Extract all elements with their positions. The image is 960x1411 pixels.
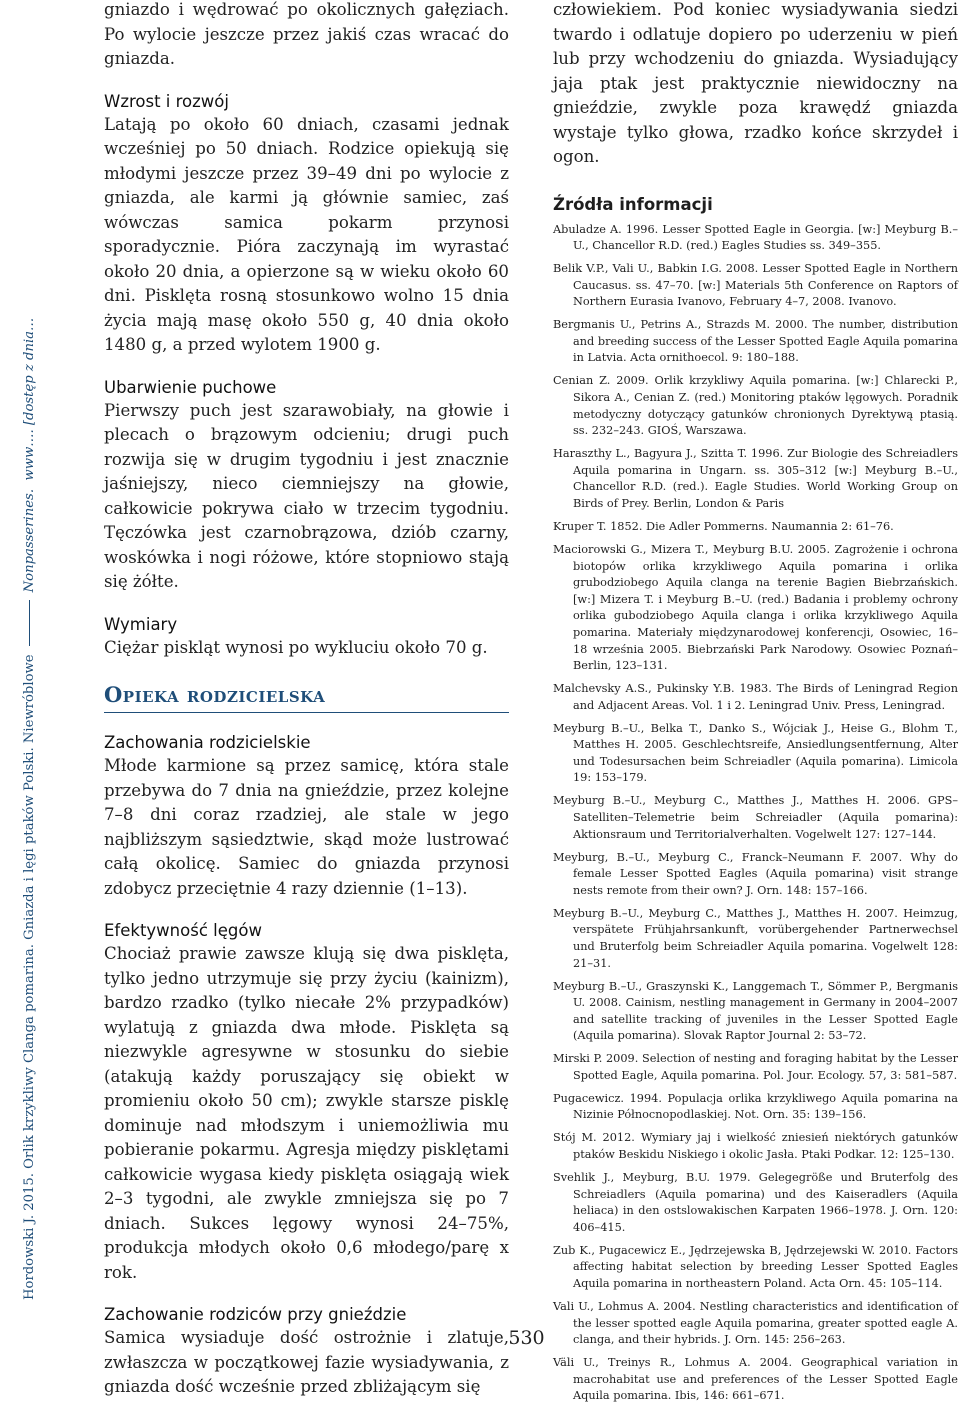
- reference-item: Stój M. 2012. Wymiary jaj i wielkość zniesień niektórych gatunków ptaków Beskidu Niskiego i okolic Jasła. Ptaki Podkar. 12: 125–130.: [553, 1131, 958, 1162]
- sources-heading: Źródła informacji: [553, 194, 713, 214]
- nest-behaviour-paragraph: Samica wysiaduje dość ostrożnie i zlatuje, zwłaszcza w początkowej fazie wysiadywania, z gniazda dość wcześnie przed zbliżającym się: [104, 1328, 509, 1396]
- reference-item: Väli U., Treinys R., Lohmus A. 2004. Geographical variation in macrohabitat use and preferences of the Lesser Spotted Eagle Aquila pomarina. Ibis, 146: 661–671.: [553, 1356, 958, 1403]
- parental-heading: Zachowania rodzicielskie: [104, 733, 311, 752]
- growth-heading: Wzrost i rozwój: [104, 91, 229, 111]
- parental-paragraph: Młode karmione są przez samicę, która stale przebywa do 7 dnia na gnieździe, przez kolejne 7–8 dni coraz rzadziej, ale stale w jego najbliższym sąsiedztwie, skąd może lustrować całą okolicę. Samiec do gniazda przynosi zdobycz przeciętnie 4 razy dziennie (1–13).: [104, 756, 509, 898]
- down-heading: Ubarwienie puchowe: [104, 377, 277, 397]
- sidebar-citation-end: www…. [dostęp z dnia…: [22, 317, 37, 481]
- reference-item: Pugacewicz. 1994. Populacja orlika krzykliwego Aquila pomarina na Nizinie Północnopodlaskiej. Not. Orn. 35: 139–156.: [553, 1091, 958, 1122]
- sidebar-citation: [23, 318, 36, 1300]
- reference-item: Svehlik J., Meyburg, B.U. 1979. Gelegegröße und Bruterfolg des Schreiadlers (Aquila pomarina) und des Kaiseradlers (Aquila heliaca) in den ostslowakischen Karpaten 1966–1978. J. Orn. 120: 406–415.: [553, 1171, 958, 1234]
- reference-item: Zub K., Pugacewicz E., Jędrzejewska B, Jędrzejewski W. 2010. Factors affecting habitat selection by breeding Lesser Spotted Eagles Aquila pomarina in northeastern Poland. Acta Orn. 45: 105–114.: [553, 1243, 958, 1290]
- reference-item: Malchevsky A.S., Pukinsky Y.B. 1983. The Birds of Leningrad Region and Adjacent Areas. Vol. 1 i 2. Leningrad Univ. Press, Leningrad.: [553, 682, 958, 712]
- reference-item: Abuladze A. 1996. Lesser Spotted Eagle in Georgia. [w:] Meyburg B.–U., Chancellor R.D. (red.) Eagles Studies ss. 349–355.: [553, 222, 958, 253]
- reference-item: Vali U., Lohmus A. 2004. Nestling characteristics and identification of the lesser spotted eagle Aquila pomarina, greater spotted eagle A. clanga, and their hybrids. J. Orn. 145: 256–263.: [553, 1299, 958, 1347]
- right-column: [553, 0, 958, 1411]
- breeding-paragraph: Chociaż prawie zawsze klują się dwa pisklęta, tylko jedno utrzymuje się przy życiu (kainizm), bardzo rzadko (tylko niecałe 2% przypadków) wylatują z gniazda dwa młode. Pisklęta są niezwykle agresywne w stosunku do siebie (atakują każdy poruszający się obiekt w promieniu około 50 cm); zwykle starsze pisklę dominuje nad młodszym i uniemożliwia mu pobieranie pokarmu. Agresja między pisklętami całkowicie wygasa kiedy pisklęta osiągają wiek 2–3 tygodni, ale zwykle zmniejsza się po 7 dniach. Sukces lęgowy wynosi 24–75%, produkcja młodych około 0,6 młodego/parę x rok.: [104, 944, 509, 1282]
- dimensions-heading: Wymiary: [104, 614, 178, 634]
- intro-paragraph: gniazdo i wędrować po okolicznych gałęziach. Po wylocie jeszcze przez jakiś czas wracać do gniazda.: [104, 0, 509, 68]
- reference-item: Cenian Z. 2009. Orlik krzykliwy Aquila pomarina. [w:] Chlarecki P., Sikora A., Cenian Z. (red.) Monitoring ptaków lęgowych. Poradnik metodyczny dotyczący gatunków chronionych Dyrektywą ptasią. ss. 232–243. GIOŚ, Warszawa.: [553, 374, 958, 438]
- growth-paragraph: Latają po około 60 dniach, czasami jednak wcześniej po 50 dniach. Rodzice opiekują się młodymi jeszcze przez 39–49 dni po wylocie z gniazda, ale karmi ją głównie samiec, zaś wówczas samica pokarm przynosi sporadycznie. Pióra zaczynają im wyrastać około 20 dnia, a opierzone są w wieku około 60 dni. Pisklęta rosną stosunkowo wolno 15 dnia życia mają masę około 550 g, 40 dnia około 1480 g, a przed wylotem 1900 g.: [104, 114, 509, 354]
- reference-item: Maciorowski G., Mizera T., Meyburg B.U. 2005. Zagrożenie i ochrona biotopów orlika krzykliwego Aquila pomarina i orlika grubodziobego Aquila clanga na terenie Bagien Biebrzańskich. [w:] Mizera T. i Meyburg B.–U. (red.) Badania i problemy ochrony orlika gubodziobego Aquila clanga i orlika krzykliwego Aquila pomarina. Materiały międzynarodowej konferencji, Osowiec, 16–18 września 2005. Biebrzański Park Narodowy. Osowiec Poznań–Berlin, 123–131.: [553, 542, 958, 673]
- section-rule: [104, 712, 509, 713]
- section-title: Opieka rodzicielska: [104, 682, 326, 707]
- left-column: [104, 0, 509, 1400]
- reference-item: Kruper T. 1852. Die Adler Pommerns. Naumannia 2: 61–76.: [553, 519, 894, 533]
- reference-item: Bergmanis U., Petrins A., Strazds M. 2000. The number, distribution and breeding success of the Lesser Spotted Eagle Aquila pomarina in Latvia. Acta ornithoecol. 9: 180–188.: [553, 318, 958, 365]
- sidebar-series: Nonpasserines.: [22, 488, 37, 593]
- sidebar-citation-start: Hordowski J. 2015. Orlik krzykliwy Clanga pomarina. Gniazda i lęgi ptaków Polski. Niewróblowe: [22, 654, 37, 1300]
- reference-item: Belik V.P., Vali U., Babkin I.G. 2008. Lesser Spotted Eagle in Northern Caucasus. ss. 47–70. [w:] Materials 5th Conference on Raptors of Northern Eurasia Ivanovo, February 4–7, 2008. Ivanovo.: [553, 262, 958, 309]
- reference-item: Meyburg B.–U., Meyburg C., Matthes J., Matthes H. 2006. GPS–Satelliten–Telemetrie beim Schreiadler (Aquila pomarina): Aktionsraum und Territorialverhalten. Vogelwelt 127: 127–144.: [553, 794, 958, 841]
- reference-item: Meyburg B.–U., Meyburg C., Matthes J., Matthes H. 2007. Heimzug, verspätete Frühjahrsankunft, vorübergehender Partnerwechsel und Bruterfolg beim Schreiadler Aquila pomarina. Vogelwelt 128: 21–31.: [553, 906, 958, 970]
- running-sidebar: [4, 0, 42, 1300]
- dimensions-paragraph: Ciężar piskląt wynosi po wykluciu około 70 g.: [104, 637, 488, 657]
- sidebar-rule: [29, 600, 30, 646]
- reference-item: Meyburg, B.–U., Meyburg C., Franck–Neumann F. 2007. Why do female Lesser Spotted Eagles (Aquila pomarina) visit strange nests remote from their own? J. Orn. 148: 157–166.: [553, 850, 958, 897]
- nest-behaviour-heading: Zachowanie rodziców przy gnieździe: [104, 1305, 407, 1324]
- down-paragraph: Pierwszy puch jest szarawobiały, na głowie i plecach o brązowym odcieniu; drugi puch rozwija się w drugim tygodniu i jest znacznie jaśniejszy, nieco ciemniejszy na głowie, całkowicie pokrywa ciało w trzecim tygodniu. Tęczówka jest czarnobrązowa, dziób czarny, woskówka i nogi różowe, które stopniowo stają się żółte.: [104, 400, 509, 591]
- references-list: [553, 222, 958, 1405]
- page-number: 530: [508, 1327, 545, 1349]
- breeding-heading: Efektywność lęgów: [104, 921, 262, 940]
- continuation-paragraph: człowiekiem. Pod koniec wysiadywania siedzi twardo i odlatuje dopiero po uderzeniu w pień lub przy wchodzeniu do gniazda. Wysiadujący jaja ptak jest praktycznie niewidoczny na gnieździe, zwykle poza krawędź gniazda wystaje tylko głowa, rzadko końce skrzydeł i ogon.: [553, 0, 958, 166]
- reference-item: Meyburg B.–U., Graszynski K., Langgemach T., Sömmer P., Bergmanis U. 2008. Cainism, nestling management in Germany in 2004–2007 and satellite tracking of juveniles in the Lesser Spotted Eagle (Aquila pomarina). Slovak Raptor Journal 2: 53–72.: [553, 979, 958, 1043]
- reference-item: Haraszthy L., Bagyura J., Szitta T. 1996. Zur Biologie des Schreiadlers Aquila pomarina in Ungarn. ss. 305–312 [w:] Meyburg B.–U., Chancellor R.D. (red.). Eagle Studies. World Working Group on Birds of Prey. Berlin, London & Paris: [553, 447, 958, 510]
- reference-item: Meyburg B.–U., Belka T., Danko S., Wójciak J., Heise G., Blohm T., Matthes H. 2005. Geschlechtsreife, Ansiedlungsentfernung, Alter und Todesursachen beim Schreiadler (Aquila pomarina). Limicola 19: 153–179.: [553, 721, 958, 785]
- reference-item: Mirski P. 2009. Selection of nesting and foraging habitat by the Lesser Spotted Eagle, Aquila pomarina. Pol. Jour. Ecology. 57, 3: 581–587.: [553, 1052, 958, 1082]
